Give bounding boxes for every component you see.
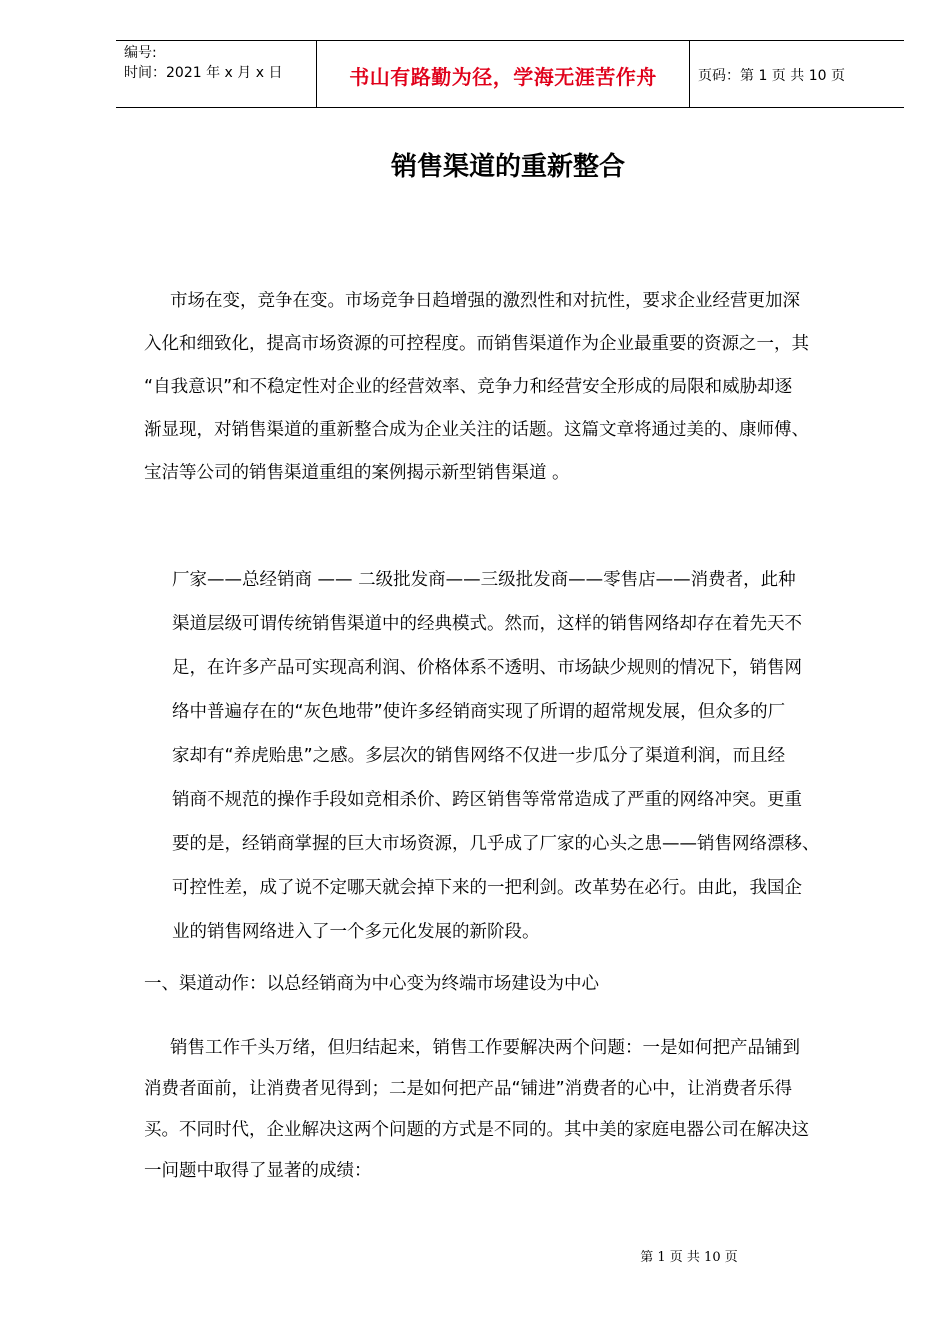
number-label: 编号: [124, 45, 157, 61]
header-divider [689, 41, 690, 107]
paragraph-line: 家却有“养虎贻患”之感。多层次的销售网络不仅进一步瓜分了渠道利润，而且经 [172, 746, 786, 766]
paragraph-line: 入化和细致化，提高市场资源的可控程度。而销售渠道作为企业最重要的资源之一，其 [144, 334, 809, 354]
paragraph-line: 业的销售网络进入了一个多元化发展的新阶段。 [172, 922, 540, 942]
document-header [116, 40, 904, 108]
page-footer: 第 1 页 共 10 页 [640, 1250, 738, 1265]
traditional-channel-paragraph [172, 558, 872, 954]
paragraph-line: 渠道层级可谓传统销售渠道中的经典模式。然而，这样的销售网络却存在着先天不 [172, 614, 802, 634]
time-label: 时间：2021 年 x 月 x 日 [124, 65, 283, 81]
paragraph-line: 络中普遍存在的“灰色地带”使许多经销商实现了所谓的超常规发展，但众多的厂 [172, 702, 786, 722]
paragraph-line: 可控性差，成了说不定哪天就会掉下来的一把利剑。改革势在必行。由此，我国企 [172, 878, 802, 898]
header-meta [124, 43, 282, 83]
section-paragraph [144, 1028, 874, 1192]
paragraph-line: 渐显现，对销售渠道的重新整合成为企业关注的话题。这篇文章将通过美的、康师傅、 [144, 420, 809, 440]
section-heading: 一、渠道动作：以总经销商为中心变为终端市场建设为中心 [144, 974, 599, 994]
paragraph-line: 市场在变，竞争在变。市场竞争日趋增强的激烈性和对抗性，要求企业经营更加深 [170, 291, 800, 311]
paragraph-line: 消费者面前，让消费者见得到；二是如何把产品“铺进”消费者的心中，让消费者乐得 [144, 1079, 793, 1099]
paragraph-line: 厂家——总经销商 —— 二级批发商——三级批发商——零售店——消费者，此种 [172, 570, 796, 590]
document-title: 销售渠道的重新整合 [390, 152, 625, 182]
paragraph-line: 宝洁等公司的销售渠道重组的案例揭示新型销售渠道 。 [144, 463, 570, 483]
paragraph-line: 销售工作千头万绪，但归结起来，销售工作要解决两个问题：一是如何把产品铺到 [170, 1038, 800, 1058]
header-motto: 书山有路勤为径，学海无涯苦作舟 [349, 65, 657, 89]
paragraph-line: “自我意识”和不稳定性对企业的经营效率、竞争力和经营安全形成的局限和威胁却逐 [144, 377, 793, 397]
intro-paragraph [144, 280, 874, 495]
page-label: 页码：第 1 页 共 10 页 [698, 68, 845, 84]
paragraph-line: 足，在许多产品可实现高利润、价格体系不透明、市场缺少规则的情况下，销售网 [172, 658, 802, 678]
paragraph-line: 要的是，经销商掌握的巨大市场资源，几乎成了厂家的心头之患——销售网络漂移、 [172, 834, 820, 854]
paragraph-line: 销商不规范的操作手段如竞相杀价、跨区销售等常常造成了严重的网络冲突。更重 [172, 790, 802, 810]
paragraph-line: 一问题中取得了显著的成绩： [144, 1161, 372, 1181]
paragraph-line: 买。不同时代，企业解决这两个问题的方式是不同的。其中美的家庭电器公司在解决这 [144, 1120, 809, 1140]
